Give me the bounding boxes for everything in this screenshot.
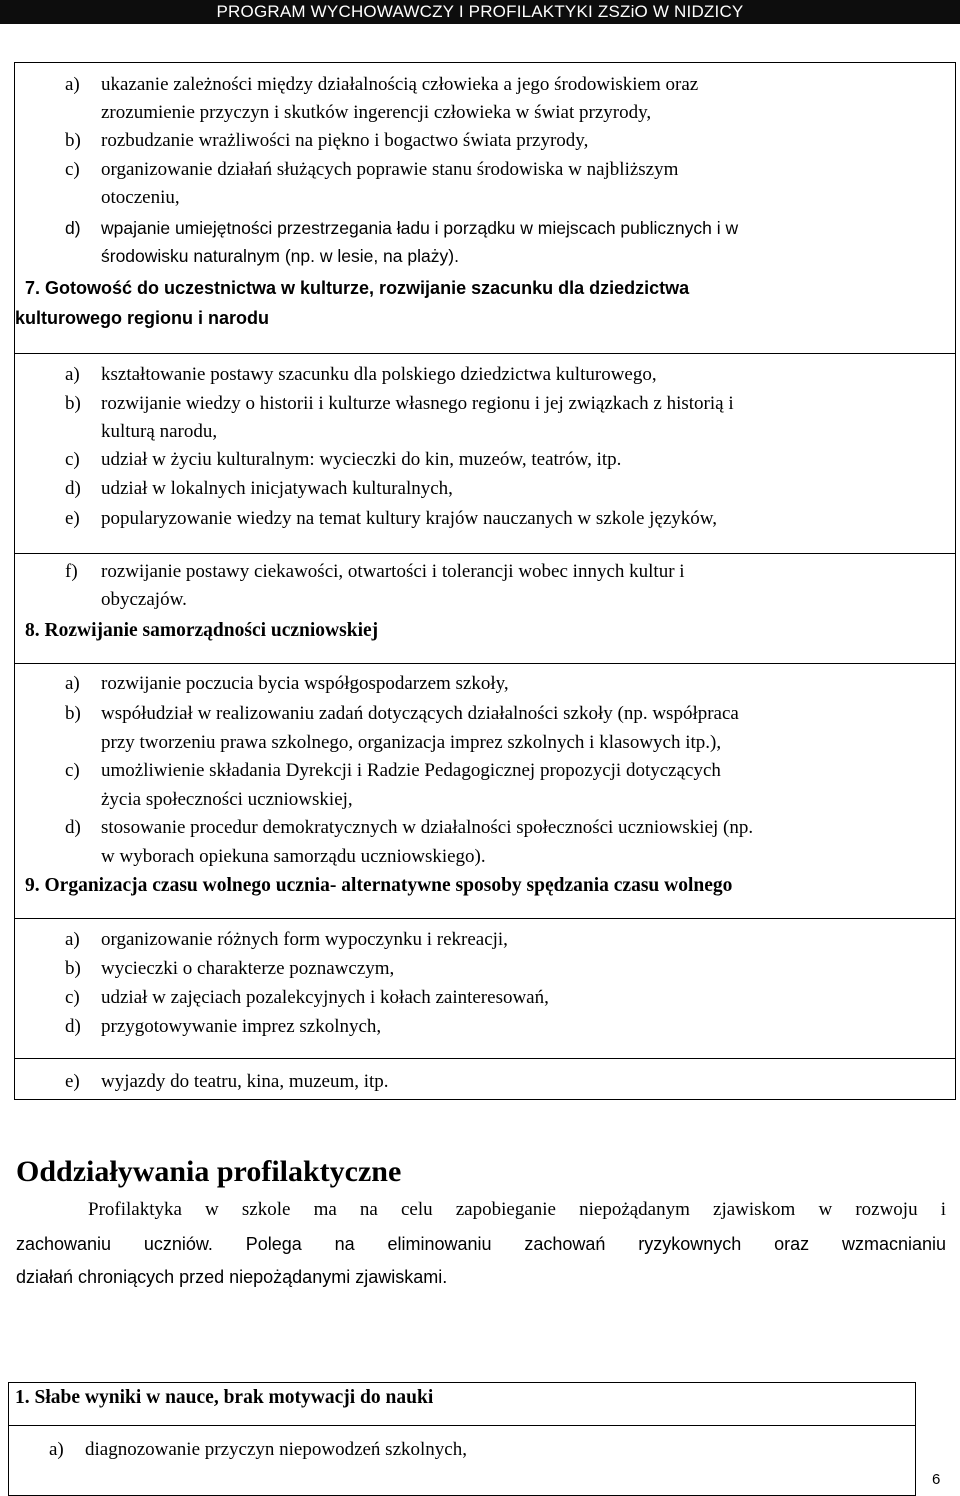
list-item: a) kształtowanie postawy szacunku dla polskiego dziedzictwa kulturowego, [65, 364, 657, 385]
list-item: c) udział w zajęciach pozalekcyjnych i kołach zainteresowań, [65, 987, 549, 1008]
list-item: c) udział w życiu kulturalnym: wycieczki do kin, muzeów, teatrów, itp. [65, 449, 622, 470]
program-table [14, 62, 956, 1100]
page-header: PROGRAM WYCHOWAWCZY I PROFILAKTYKI ZSZiO W NIDZICY [0, 0, 960, 24]
list-item: a) organizowanie różnych form wypoczynku i rekreacji, [65, 929, 508, 950]
list-item: e) wyjazdy do teatru, kina, muzeum, itp. [65, 1071, 389, 1092]
paragraph-line: zachowaniu uczniów. Polega na eliminowaniu zachowań ryzykownych oraz wzmacnianiu [16, 1234, 946, 1254]
list-item-continuation: przy tworzeniu prawa szkolnego, organizacja imprez szkolnych i klasowych itp.), [101, 732, 722, 753]
row-divider [15, 1058, 955, 1059]
list-item: d) wpajanie umiejętności przestrzegania ładu i porządku w miejscach publicznych i w [65, 218, 739, 238]
list-item: a) rozwijanie poczucia bycia współgospodarzem szkoły, [65, 673, 509, 694]
row-divider [15, 353, 955, 354]
list-item: d) przygotowywanie imprez szkolnych, [65, 1016, 382, 1037]
list-item: b) wycieczki o charakterze poznawczym, [65, 958, 395, 979]
list-item: b) rozbudzanie wrażliwości na piękno i bogactwo świata przyrody, [65, 130, 589, 151]
list-item: b) współudział w realizowaniu zadań dotyczących działalności szkoły (np. współpraca [65, 703, 739, 724]
paragraph-line: Profilaktyka w szkole ma na celu zapobieganie niepożądanym zjawiskom w rozwoju i [88, 1199, 946, 1220]
list-item-continuation: środowisku naturalnym (np. w lesie, na plaży). [101, 246, 459, 266]
list-item: b) rozwijanie wiedzy o historii i kulturze własnego regionu i jej związkach z historią i [65, 393, 734, 414]
section-heading: 8. Rozwijanie samorządności uczniowskiej [25, 620, 379, 641]
section-heading: 1. Słabe wyniki w nauce, brak motywacji do nauki [15, 1387, 434, 1408]
row-divider [9, 1425, 915, 1426]
section-heading: 9. Organizacja czasu wolnego ucznia- alternatywne sposoby spędzania czasu wolnego [25, 875, 733, 896]
list-item-continuation: obyczajów. [101, 589, 187, 610]
list-item: a) diagnozowanie przyczyn niepowodzeń szkolnych, [49, 1439, 467, 1460]
list-item: c) umożliwienie składania Dyrekcji i Radzie Pedagogicznej propozycji dotyczących [65, 760, 721, 781]
paragraph-line: działań chroniących przed niepożądanymi zjawiskami. [16, 1267, 448, 1287]
page-number: 6 [932, 1471, 941, 1488]
list-item: a) ukazanie zależności między działalnością człowieka a jego środowiskiem oraz [65, 74, 699, 95]
list-item: d) udział w lokalnych inicjatywach kulturalnych, [65, 478, 453, 499]
list-item: f) rozwijanie postawy ciekawości, otwartości i tolerancji wobec innych kultur i [65, 561, 685, 582]
list-item-continuation: otoczeniu, [101, 187, 180, 208]
list-item-continuation: w wyborach opiekuna samorządu uczniowskiego). [101, 846, 486, 867]
problem-table [8, 1382, 916, 1496]
list-item: c) organizowanie działań służących poprawie stanu środowiska w najbliższym [65, 159, 679, 180]
row-divider [15, 553, 955, 554]
section-heading: 7. Gotowość do uczestnictwa w kulturze, rozwijanie szacunku dla dziedzictwa [25, 278, 690, 298]
section-title: Oddziaływania profilaktyczne [16, 1155, 402, 1188]
list-item: e) popularyzowanie wiedzy na temat kultury krajów nauczanych w szkole języków, [65, 508, 718, 529]
section-heading-continuation: kulturowego regionu i narodu [15, 308, 269, 328]
row-divider [15, 918, 955, 919]
list-item: d) stosowanie procedur demokratycznych w działalności społeczności uczniowskiej (np. [65, 817, 754, 838]
list-item-continuation: zrozumienie przyczyn i skutków ingerencji człowieka w świat przyrody, [101, 102, 652, 123]
list-item-continuation: kulturą narodu, [101, 421, 218, 442]
list-item-continuation: życia społeczności uczniowskiej, [101, 789, 353, 810]
row-divider [15, 663, 955, 664]
